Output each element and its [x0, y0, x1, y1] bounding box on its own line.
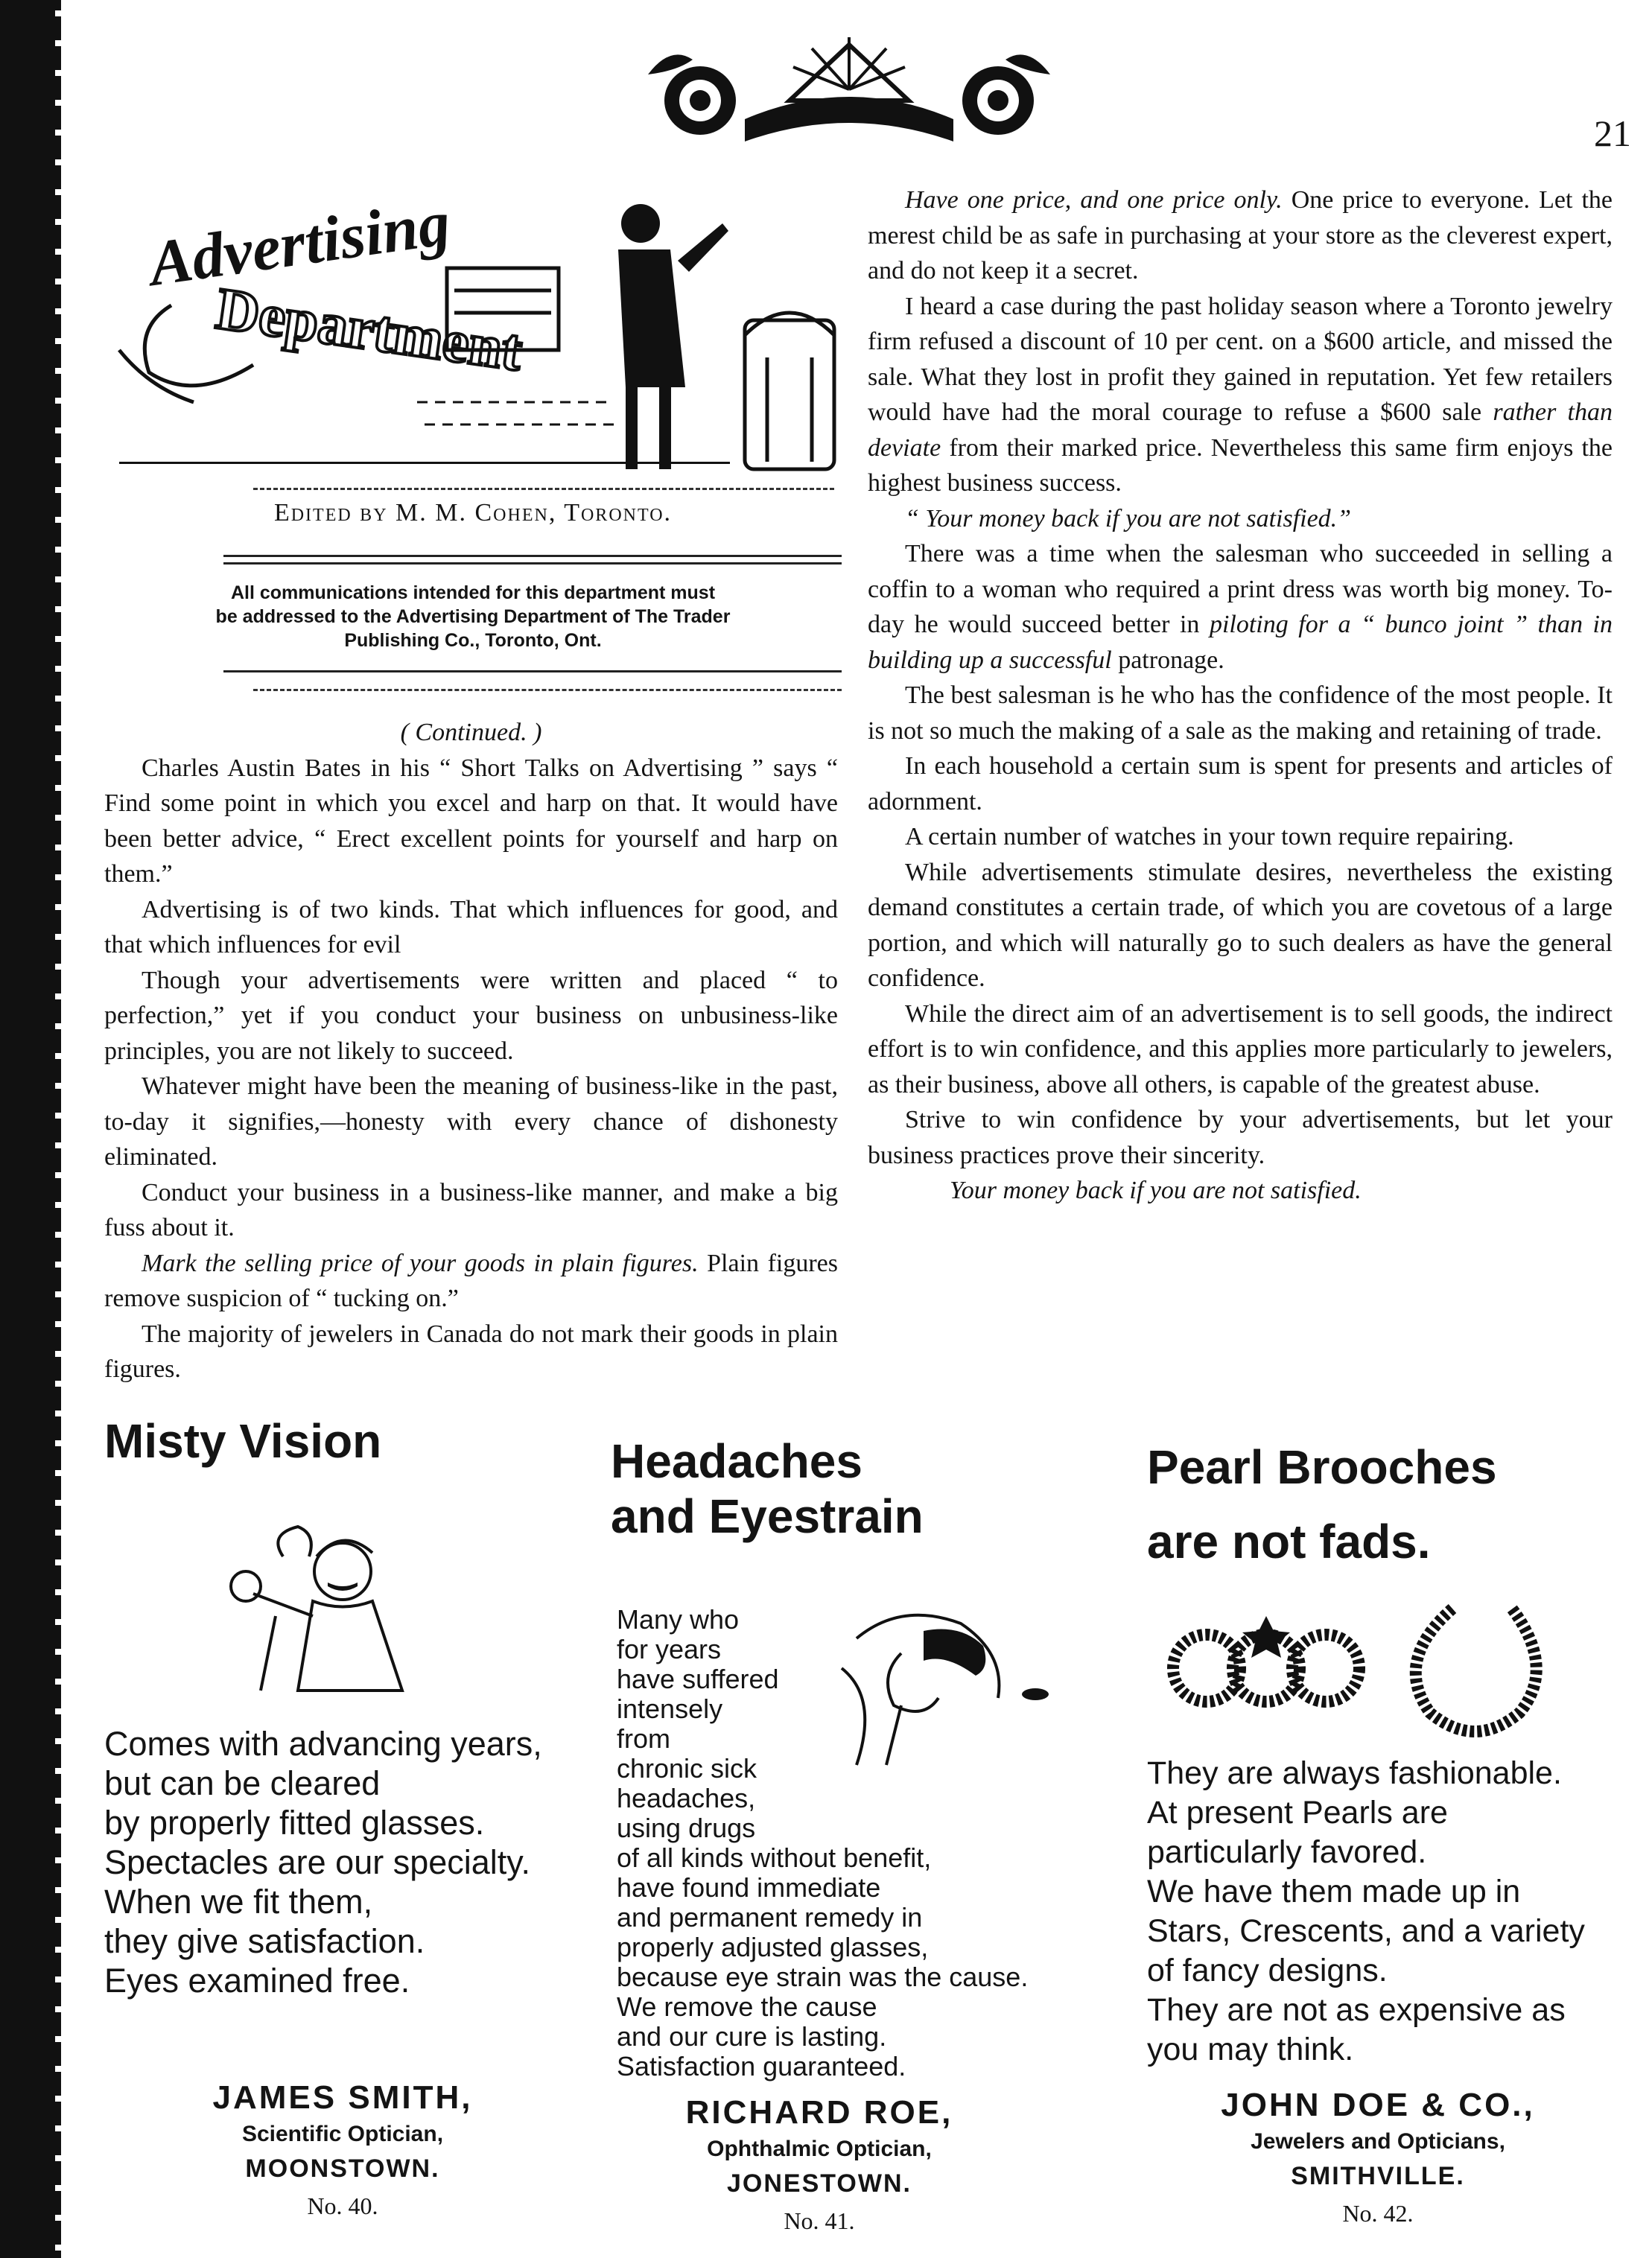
divider	[253, 689, 842, 691]
paragraph: While advertisements stimulate desires, nevertheless the existing demand constitutes a certain trade, of which you are covetous of a large portion, and which will naturally go to such dealers as have the general confidence.	[868, 858, 1613, 992]
binding-edge	[0, 0, 55, 2258]
paragraph: Charles Austin Bates in his “ Short Talks on Advertising ” says “ Find some point in which you excel and harp on that. It would have been better advice, “ Erect excellent points for yourself and harp on them.”	[104, 754, 838, 888]
divider	[223, 562, 842, 564]
editor-credit: Edited by M. M. Cohen, Toronto.	[273, 499, 673, 527]
divider	[223, 555, 842, 557]
paragraph: The majority of jewelers in Canada do not mark their goods in plain figures.	[104, 1320, 838, 1383]
divider	[253, 488, 834, 490]
paragraph: Advertising is of two kinds. That which influences for good, and that which influences for evil	[104, 895, 838, 958]
ad-headaches: Headaches and Eyestrain	[611, 1434, 924, 1543]
ad-misty-vision	[104, 1415, 566, 1467]
ad-signature: JOHN DOE & CO., Jewelers and Opticians, SMITHVILLE. No. 42.	[1221, 2087, 1535, 2227]
divider	[223, 670, 842, 672]
closing-motto: Your money back if you are not satisfied.	[950, 1177, 1362, 1204]
page-number: 21	[1594, 112, 1631, 154]
paragraph: Strive to win confidence by your advertisements, but let your business practices prove their sincerity.	[868, 1106, 1613, 1169]
advertising-department-banner	[104, 179, 842, 480]
optician-illustration	[186, 1512, 425, 1698]
ad-pearl-brooches-body: They are always fashionable. At present Pearls are particularly favored. We have them made up in Stars, Crescents, and a variety of fancy designs. They are not as expensive as you may think.	[1147, 1755, 1585, 2067]
paragraph: Conduct your business in a business-like manner, and make a big fuss about it.	[104, 1178, 838, 1241]
ad-signature: RICHARD ROE, Ophthalmic Optician, JONESTOWN. No. 41.	[685, 2094, 953, 2234]
ad-misty-vision-body: Comes with advancing years, but can be cleared by properly fitted glasses. Spectacles are our specialty. When we fit them, they give satisfaction. Eyes examined free.	[104, 1725, 542, 2000]
paragraph: Though your advertisements were written and placed “ to perfection,” yet if you conduct your business on unbusiness-like principles, you are not likely to succeed.	[104, 966, 838, 1065]
continued-label: ( Continued. )	[400, 719, 542, 746]
banner-line1: Advertising	[144, 186, 454, 300]
ad-signature: JAMES SMITH, Scientific Optician, MOONSTOWN. No. 40.	[212, 2079, 473, 2219]
paragraph: Whatever might have been the meaning of business-like in the past, to-day it signifies,—honesty with every chance of dishonesty eliminated.	[104, 1072, 838, 1171]
paragraph: While the direct aim of an advertisement is to sell goods, the indirect effort is to win confidence, and this applies more particularly to jewelers, as their business, above all others, is capable of the greatest abuse.	[868, 999, 1613, 1098]
paragraph: The best salesman is he who has the confidence of the most people. It is not so much the making of a sale as the making and retaining of trade.	[868, 681, 1613, 745]
masthead-ornament	[641, 30, 1058, 156]
banner-line2: Department	[212, 276, 527, 384]
ad-pearl-brooches: Pearl Brooches are not fads.	[1147, 1440, 1497, 1568]
motto: “ Your money back if you are not satisfied.”	[905, 504, 1352, 532]
paragraph: In each household a certain sum is spent for presents and articles of adornment.	[868, 752, 1613, 815]
paragraph: There was a time when the salesman who succeeded in selling a coffin to a woman who required a print dress was worth big money. To-day he would succeed better in piloting for a “ bunco joint ” than in building up a successful patronage.	[868, 540, 1613, 674]
brooches-illustration	[1162, 1579, 1586, 1743]
paragraph: Have one price, and one price only. One price to everyone. Let the merest child be as safe in purchasing at your store as the cleverest expert, and do not keep it a secret.	[868, 186, 1613, 284]
ad-headaches-body: Many who for years have suffered intensely from chronic sick headaches, using drugs of all kinds without benefit, have found immediate and permanent remedy in properly adjusted glasses, because eye strain was the cause. We remove the cause and our cure is lasting. Satisfaction guaranteed.	[617, 1604, 1029, 2082]
department-notice: All communications intended for this department must be addressed to the Advertising Department of The Trader Publishing Co., Toronto, Ont.	[215, 582, 731, 651]
paragraph: I heard a case during the past holiday season where a Toronto jewelry firm refused a discount of 10 per cent. on a $600 article, and missed the sale. What they lost in profit they gained in reputation. Yet few retailers would have had the moral courage to refuse a $600 sale rather than deviate from their marked price. Nevertheless this same firm enjoys the highest business success.	[868, 292, 1613, 497]
paragraph: A certain number of watches in your town require repairing.	[905, 823, 1514, 850]
paragraph: Mark the selling price of your goods in plain figures. Plain figures remove suspicion of “ tucking on.”	[104, 1249, 838, 1312]
ad-title: Misty Vision	[104, 1414, 382, 1468]
article-right-column	[868, 182, 1613, 1209]
article-left-column	[104, 715, 838, 1387]
